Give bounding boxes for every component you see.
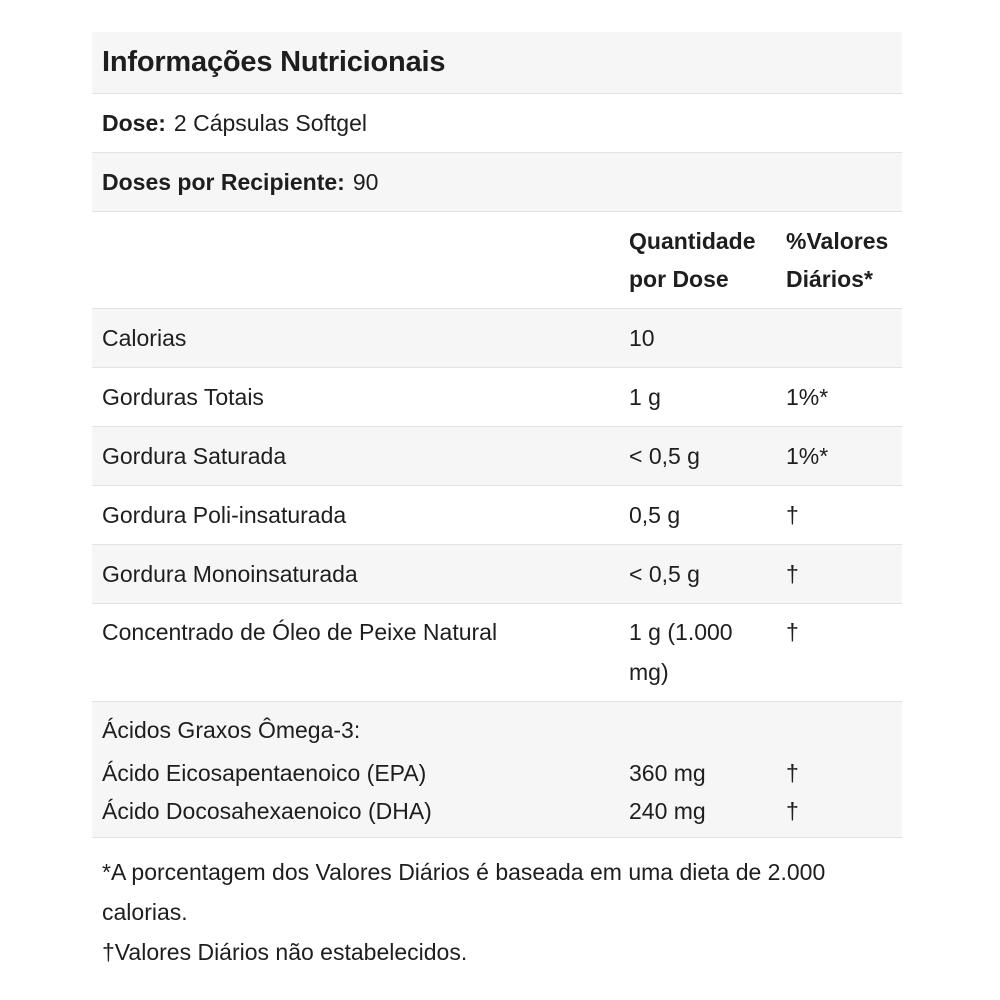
panel-title: Informações Nutricionais: [102, 46, 446, 78]
footnote-daily-value: *A porcentagem dos Valores Diários é baseada em uma dieta de 2.000 calorias.: [102, 859, 826, 925]
nutrient-amount: < 0,5 g: [629, 560, 700, 587]
nutrient-daily-value: †: [786, 619, 799, 645]
table-row: [92, 545, 902, 604]
doses-per-container-value: 90: [352, 168, 379, 195]
table-row: [92, 368, 902, 427]
epa-name: Ácido Eicosapentaenoico (EPA): [102, 760, 427, 786]
table-row: [92, 604, 902, 702]
dha-amount: 240 mg: [629, 798, 706, 824]
omega-3-daily-values: [786, 716, 902, 830]
doses-per-container-label: Doses por Recipiente:: [102, 168, 345, 195]
table-row: [92, 309, 902, 368]
nutrient-name: Gordura Poli-insaturada: [102, 501, 347, 528]
omega-3-heading: Ácidos Graxos Ômega-3:: [102, 717, 361, 743]
omega-3-row: [92, 702, 902, 838]
dha-daily-value: †: [786, 798, 799, 824]
nutrition-facts-panel: [92, 32, 902, 972]
header-amount-per-dose: Quantidade por Dose: [629, 228, 756, 292]
table-row: [92, 427, 902, 486]
nutrient-daily-value: 1%*: [786, 442, 829, 469]
table-header-row: [92, 212, 902, 309]
dose-row: [92, 94, 902, 153]
omega-3-names: [102, 716, 629, 830]
doses-per-container-row: [92, 153, 902, 212]
nutrient-daily-value: 1%*: [786, 383, 829, 410]
nutrient-daily-value: †: [786, 501, 799, 528]
table-row: [92, 486, 902, 545]
nutrient-amount: < 0,5 g: [629, 442, 700, 469]
epa-daily-value: †: [786, 760, 799, 786]
footnote-not-established: †Valores Diários não estabelecidos.: [102, 939, 468, 965]
dose-label: Dose:: [102, 109, 166, 136]
nutrient-amount: 1 g: [629, 383, 661, 410]
nutrient-amount: 0,5 g: [629, 501, 681, 528]
nutrient-name: Gordura Saturada: [102, 442, 287, 469]
nutrient-amount: 10: [629, 324, 655, 351]
dha-name: Ácido Docosahexaenoico (DHA): [102, 798, 432, 824]
dose-value: 2 Cápsulas Softgel: [173, 109, 367, 136]
nutrient-daily-value: †: [786, 560, 799, 587]
header-daily-value: %Valores Diários*: [786, 228, 889, 292]
nutrient-amount: 1 g (1.000 mg): [629, 619, 733, 685]
omega-3-amounts: [629, 716, 786, 830]
epa-amount: 360 mg: [629, 760, 706, 786]
nutrient-name: Gorduras Totais: [102, 383, 264, 410]
title-row: [92, 32, 902, 94]
nutrient-name: Concentrado de Óleo de Peixe Natural: [102, 619, 498, 645]
nutrient-name: Gordura Monoinsaturada: [102, 560, 358, 587]
footnotes: [92, 852, 902, 972]
nutrient-name: Calorias: [102, 324, 187, 351]
